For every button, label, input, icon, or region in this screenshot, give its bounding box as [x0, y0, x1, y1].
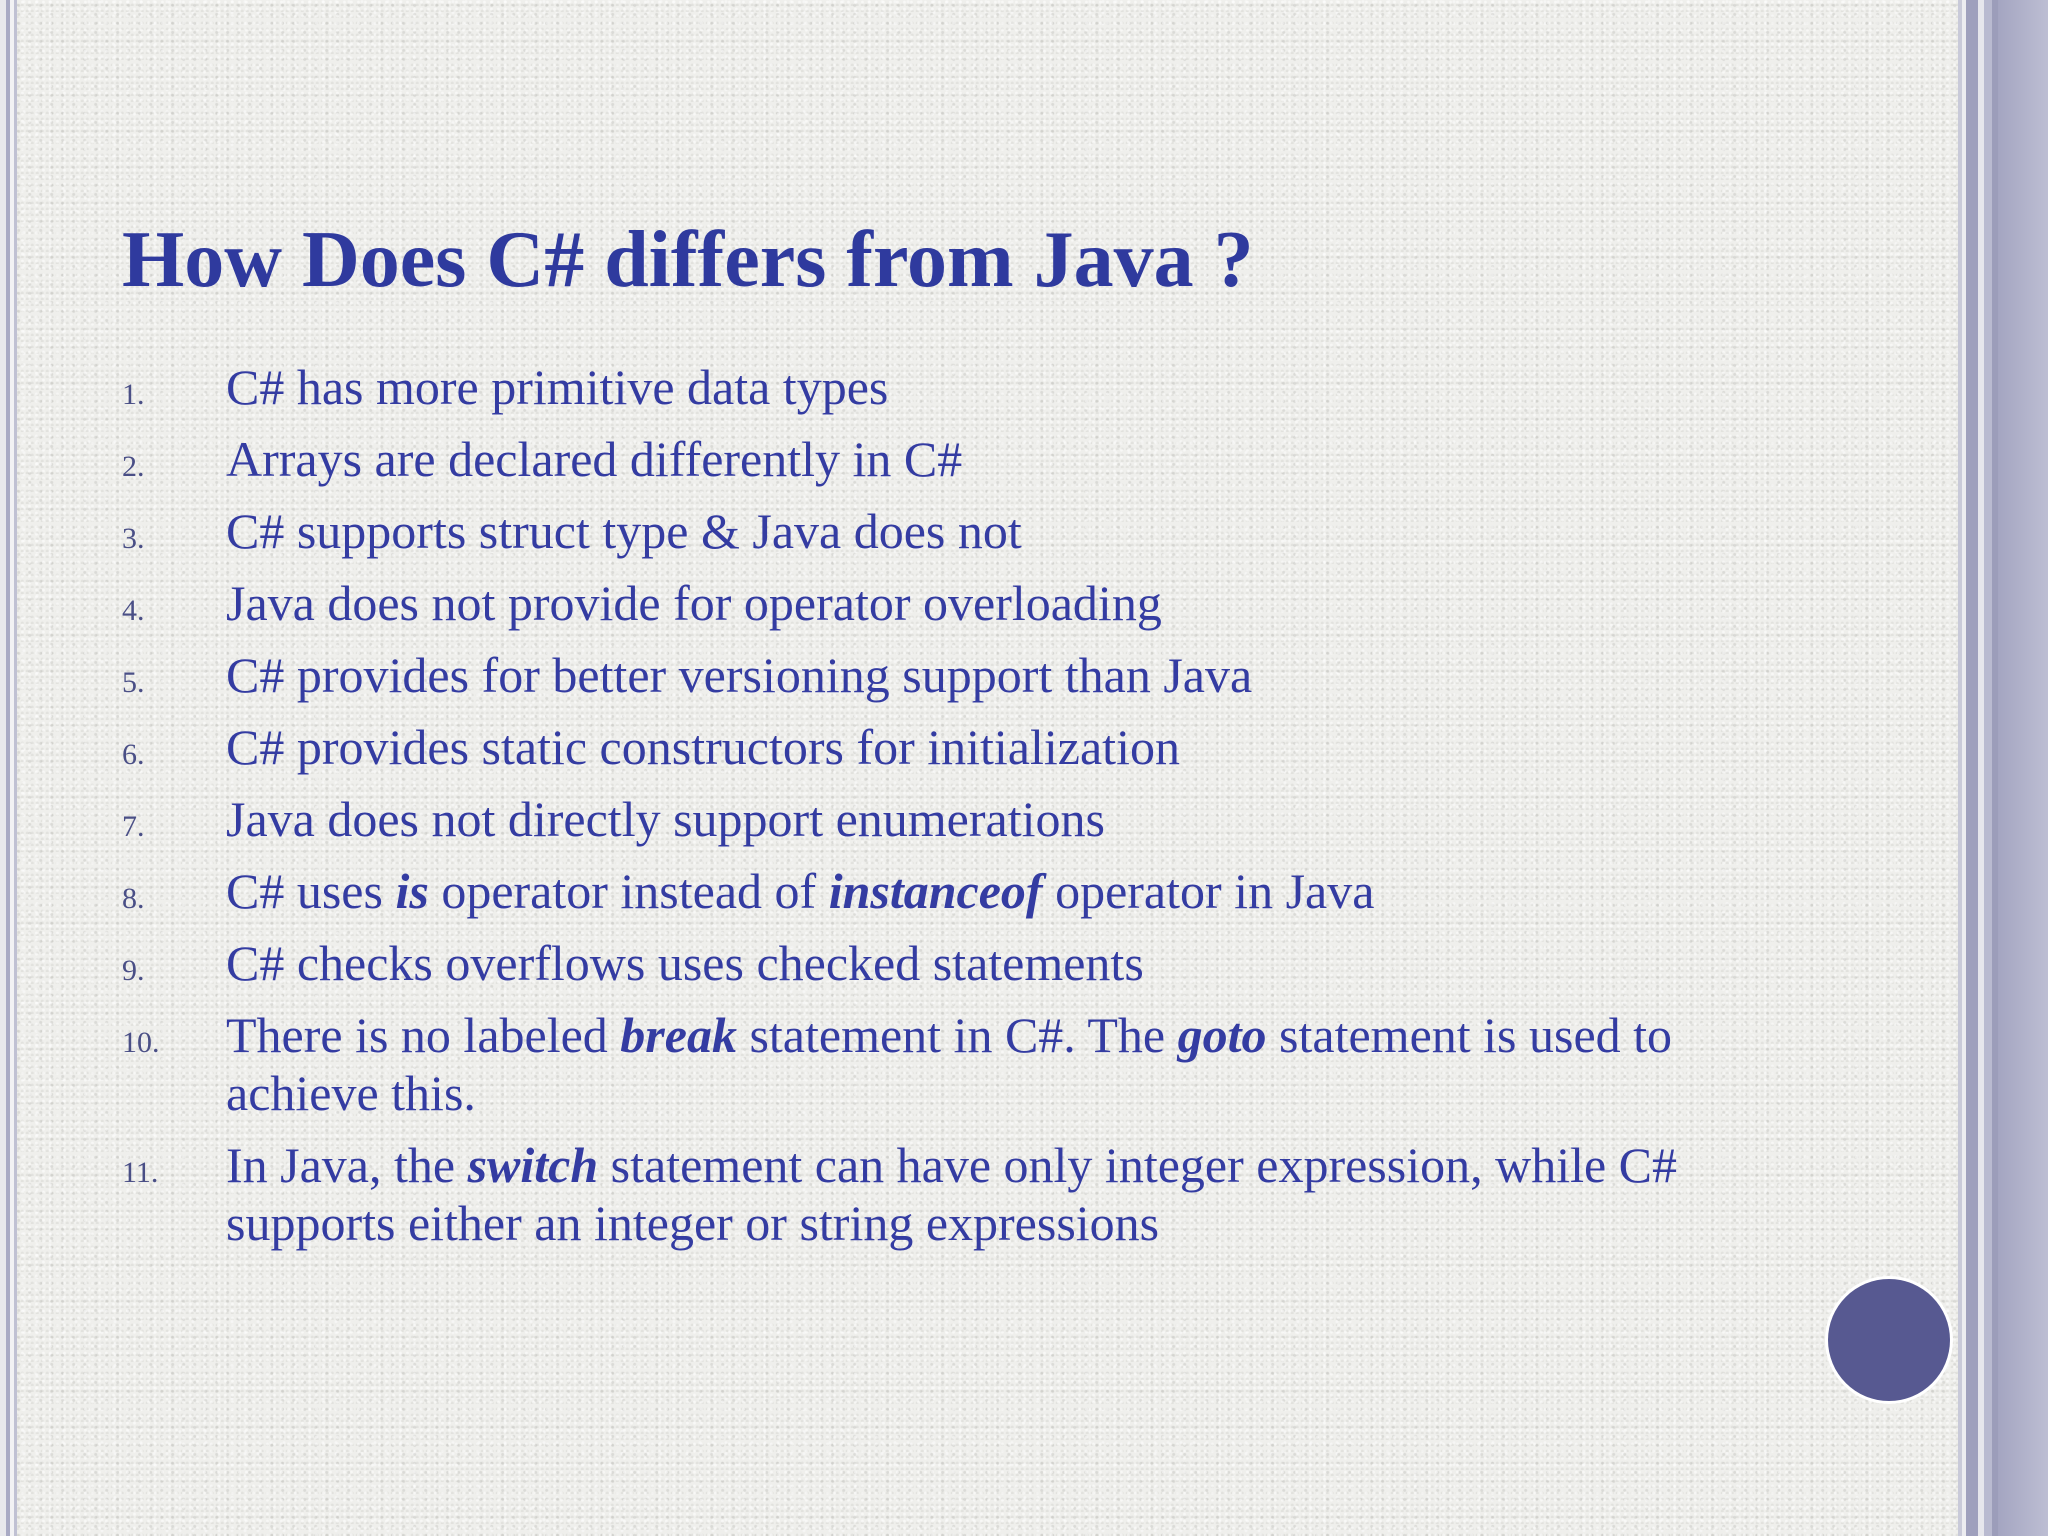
- list-item-text: C# checks overflows uses checked statements: [226, 935, 1144, 991]
- list-item: [122, 646, 1742, 704]
- list-item: [122, 718, 1742, 776]
- list-item-text: Java does not directly support enumerations: [226, 791, 1105, 847]
- list-item-text: C# provides for better versioning support than Java: [226, 647, 1253, 703]
- list-item: [122, 502, 1742, 560]
- keyword-is: is: [395, 863, 429, 919]
- list-item: [122, 430, 1742, 488]
- list-item-number: 5.: [122, 666, 145, 699]
- list-item-text: There is no labeled break statement in C#. The goto statement is used to achieve this.: [226, 1007, 1673, 1121]
- list-item: [122, 1136, 1742, 1252]
- list-item: [122, 574, 1742, 632]
- keyword-break: break: [620, 1007, 737, 1063]
- list-item-text: C# uses is operator instead of instanceof operator in Java: [226, 863, 1375, 919]
- keyword-instanceof: instanceof: [828, 863, 1043, 919]
- list-item-number: 9.: [122, 954, 145, 987]
- list-item-text: Arrays are declared differently in C#: [226, 431, 963, 487]
- right-border-decoration: [1958, 0, 2048, 1536]
- list-item: [122, 1006, 1742, 1122]
- list-item-text: In Java, the switch statement can have only integer expression, while C# supports either an integer or string expressions: [226, 1137, 1678, 1251]
- left-border-decoration: [0, 0, 24, 1536]
- list-item-number: 1.: [122, 378, 145, 411]
- list-item: [122, 862, 1742, 920]
- comparison-list: [122, 358, 1742, 1266]
- keyword-switch: switch: [467, 1137, 599, 1193]
- list-item-number: 10.: [122, 1026, 160, 1059]
- list-item-number: 8.: [122, 882, 145, 915]
- list-item-number: 6.: [122, 738, 145, 771]
- list-item: [122, 358, 1742, 416]
- list-item-text: Java does not provide for operator overloading: [226, 575, 1162, 631]
- list-item-number: 7.: [122, 810, 145, 843]
- list-item: [122, 934, 1742, 992]
- list-item-number: 4.: [122, 594, 145, 627]
- list-item-text: C# provides static constructors for initialization: [226, 719, 1180, 775]
- list-item: [122, 790, 1742, 848]
- slide-title: How Does C# differs from Java ?: [122, 216, 1254, 304]
- list-item-number: 2.: [122, 450, 145, 483]
- list-item-text: C# has more primitive data types: [226, 359, 889, 415]
- decorative-circle: [1825, 1276, 1953, 1404]
- list-item-text: C# supports struct type & Java does not: [226, 503, 1022, 559]
- list-item-number: 3.: [122, 522, 145, 555]
- keyword-goto: goto: [1177, 1007, 1267, 1063]
- list-item-number: 11.: [122, 1156, 159, 1189]
